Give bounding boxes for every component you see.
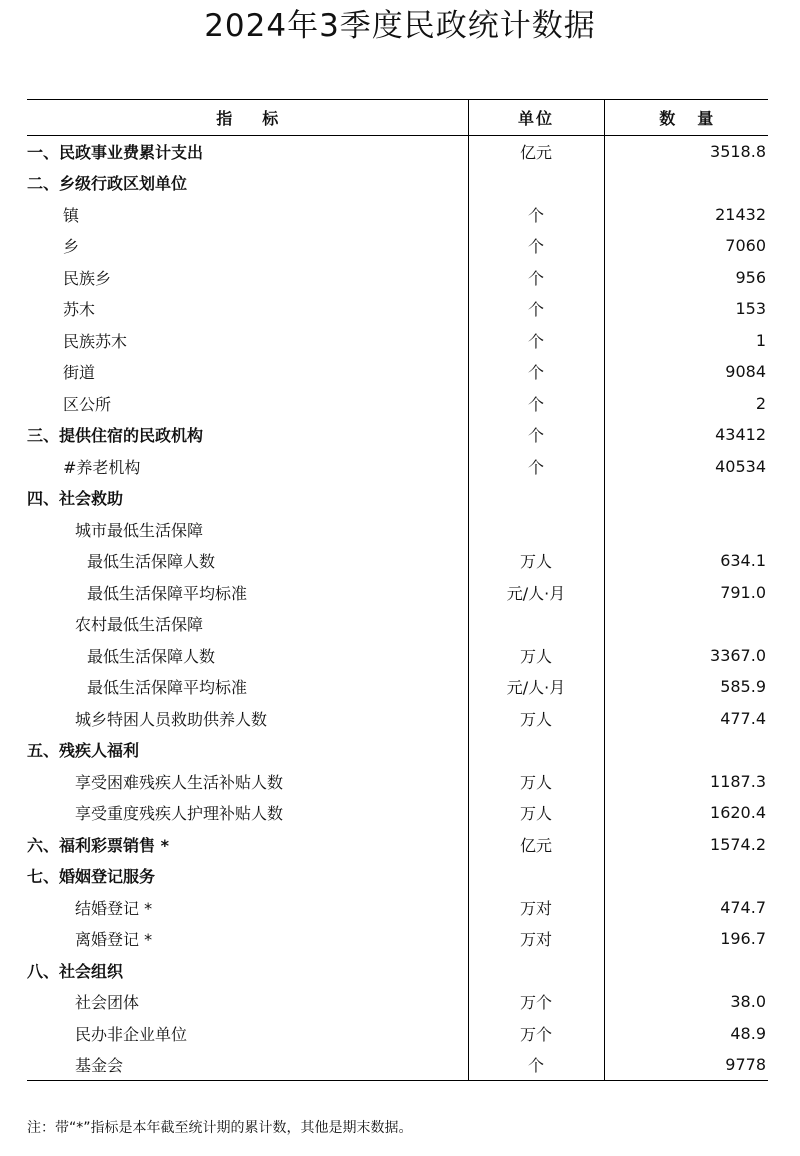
table-body	[27, 136, 768, 1081]
row-label: 农村最低生活保障	[75, 615, 204, 635]
row-unit: 个	[468, 325, 604, 357]
row-label: 社会团体	[75, 993, 140, 1013]
row-label: 享受重度残疾人护理补贴人数	[75, 804, 284, 824]
row-value	[604, 955, 768, 987]
row-unit: 个	[468, 199, 604, 231]
table-row	[27, 545, 768, 577]
row-unit: 个	[468, 451, 604, 483]
row-value: 956	[735, 267, 766, 287]
row-label: 八、社会组织	[27, 961, 124, 981]
table-row	[27, 608, 768, 640]
row-value: 38.0	[730, 992, 766, 1012]
row-value: 474.7	[720, 897, 766, 917]
table-row	[27, 640, 768, 672]
row-unit	[468, 955, 604, 987]
row-unit: 万对	[468, 923, 604, 955]
row-value: 48.9	[730, 1023, 766, 1043]
row-unit: 个	[468, 419, 604, 451]
footnote: 注：带“*”指标是本年截至统计期的累计数，其他是期末数据。	[27, 1120, 413, 1136]
row-unit	[468, 734, 604, 766]
row-unit: 万人	[468, 545, 604, 577]
row-value: 1620.4	[710, 803, 766, 823]
row-unit: 亿元	[468, 829, 604, 861]
row-label: 享受困难残疾人生活补贴人数	[75, 772, 284, 792]
row-unit: 个	[468, 230, 604, 262]
table-row	[27, 199, 768, 231]
row-label: 镇	[63, 205, 80, 225]
row-unit: 万个	[468, 1018, 604, 1050]
row-unit: 万对	[468, 892, 604, 924]
row-label: 民办非企业单位	[75, 1024, 188, 1044]
row-unit: 万人	[468, 797, 604, 829]
row-value: 196.7	[720, 929, 766, 949]
row-unit: 个	[468, 388, 604, 420]
header-unit: 单位	[468, 100, 604, 136]
row-label: 四、社会救助	[27, 489, 124, 509]
row-label: 城乡特困人员救助供养人数	[75, 709, 268, 729]
table-row	[27, 293, 768, 325]
row-unit: 元/人·月	[468, 671, 604, 703]
row-label: 六、福利彩票销售 *	[27, 835, 169, 855]
row-value: 634.1	[720, 551, 766, 571]
row-label: 城市最低生活保障	[75, 520, 204, 540]
table-row	[27, 892, 768, 924]
table-row	[27, 986, 768, 1018]
row-value: 1	[755, 330, 766, 350]
row-label: 乡	[63, 237, 80, 257]
row-value: 9084	[725, 362, 766, 382]
row-value: 585.9	[720, 677, 766, 697]
table-row	[27, 167, 768, 199]
table-row	[27, 1018, 768, 1050]
table-row	[27, 325, 768, 357]
row-label: 民族苏木	[63, 331, 128, 351]
row-value: 3518.8	[710, 142, 766, 161]
row-value: 2	[755, 393, 766, 413]
statistics-table	[27, 99, 768, 1081]
row-label: 最低生活保障平均标准	[87, 583, 248, 603]
row-unit: 万人	[468, 766, 604, 798]
table-row	[27, 797, 768, 829]
row-value: 791.0	[720, 582, 766, 602]
table-row	[27, 1049, 768, 1081]
row-unit: 个	[468, 262, 604, 294]
row-unit: 元/人·月	[468, 577, 604, 609]
table-row	[27, 514, 768, 546]
row-unit: 个	[468, 1049, 604, 1081]
row-value: 1574.2	[710, 834, 766, 854]
table-row	[27, 136, 768, 168]
row-label: 一、民政事业费累计支出	[27, 143, 204, 162]
table-row	[27, 671, 768, 703]
row-value: 43412	[715, 425, 766, 445]
table-row	[27, 388, 768, 420]
row-value: 153	[735, 299, 766, 319]
row-label: 最低生活保障平均标准	[87, 678, 248, 698]
row-label: 基金会	[27, 1049, 468, 1081]
table-row	[27, 230, 768, 262]
table-header-row	[27, 100, 768, 136]
header-indicator: 指标	[27, 100, 468, 136]
row-label: 二、乡级行政区划单位	[27, 174, 188, 194]
row-value	[604, 860, 768, 892]
table-row	[27, 829, 768, 861]
table-row	[27, 860, 768, 892]
row-unit	[468, 482, 604, 514]
row-unit: 亿元	[468, 136, 604, 168]
row-label: 街道	[63, 363, 96, 383]
row-unit	[468, 608, 604, 640]
row-value	[604, 608, 768, 640]
row-label: 民族乡	[63, 268, 112, 288]
row-value	[604, 167, 768, 199]
row-unit: 万个	[468, 986, 604, 1018]
row-label: #养老机构	[63, 457, 141, 477]
row-value: 3367.0	[710, 645, 766, 665]
row-label: 区公所	[63, 394, 112, 414]
row-value	[604, 734, 768, 766]
table-row	[27, 356, 768, 388]
row-label: 最低生活保障人数	[87, 552, 216, 572]
row-unit: 个	[468, 356, 604, 388]
row-label: 结婚登记 *	[75, 898, 153, 918]
row-unit	[468, 860, 604, 892]
row-value	[604, 482, 768, 514]
row-unit: 万人	[468, 640, 604, 672]
row-unit: 个	[468, 293, 604, 325]
row-value: 477.4	[720, 708, 766, 728]
row-label: 离婚登记 *	[75, 930, 153, 950]
page-title: 2024年3季度民政统计数据	[204, 8, 596, 44]
row-value: 9778	[604, 1049, 768, 1081]
row-value: 1187.3	[710, 771, 766, 791]
table-row	[27, 262, 768, 294]
row-value	[604, 514, 768, 546]
header-quantity: 数量	[604, 100, 768, 136]
table-row	[27, 923, 768, 955]
row-value: 7060	[725, 236, 766, 256]
table-row	[27, 703, 768, 735]
row-label: 七、婚姻登记服务	[27, 867, 156, 887]
table-row	[27, 734, 768, 766]
row-unit	[468, 167, 604, 199]
row-label: 最低生活保障人数	[87, 646, 216, 666]
table-row	[27, 577, 768, 609]
table-row	[27, 419, 768, 451]
row-value: 21432	[715, 204, 766, 224]
row-label: 三、提供住宿的民政机构	[27, 426, 204, 446]
row-unit: 万人	[468, 703, 604, 735]
row-label: 五、残疾人福利	[27, 741, 140, 761]
table-row	[27, 451, 768, 483]
table-row	[27, 955, 768, 987]
table-row	[27, 482, 768, 514]
table-row	[27, 766, 768, 798]
row-unit	[468, 514, 604, 546]
row-value: 40534	[715, 456, 766, 476]
row-label: 苏木	[63, 300, 96, 320]
